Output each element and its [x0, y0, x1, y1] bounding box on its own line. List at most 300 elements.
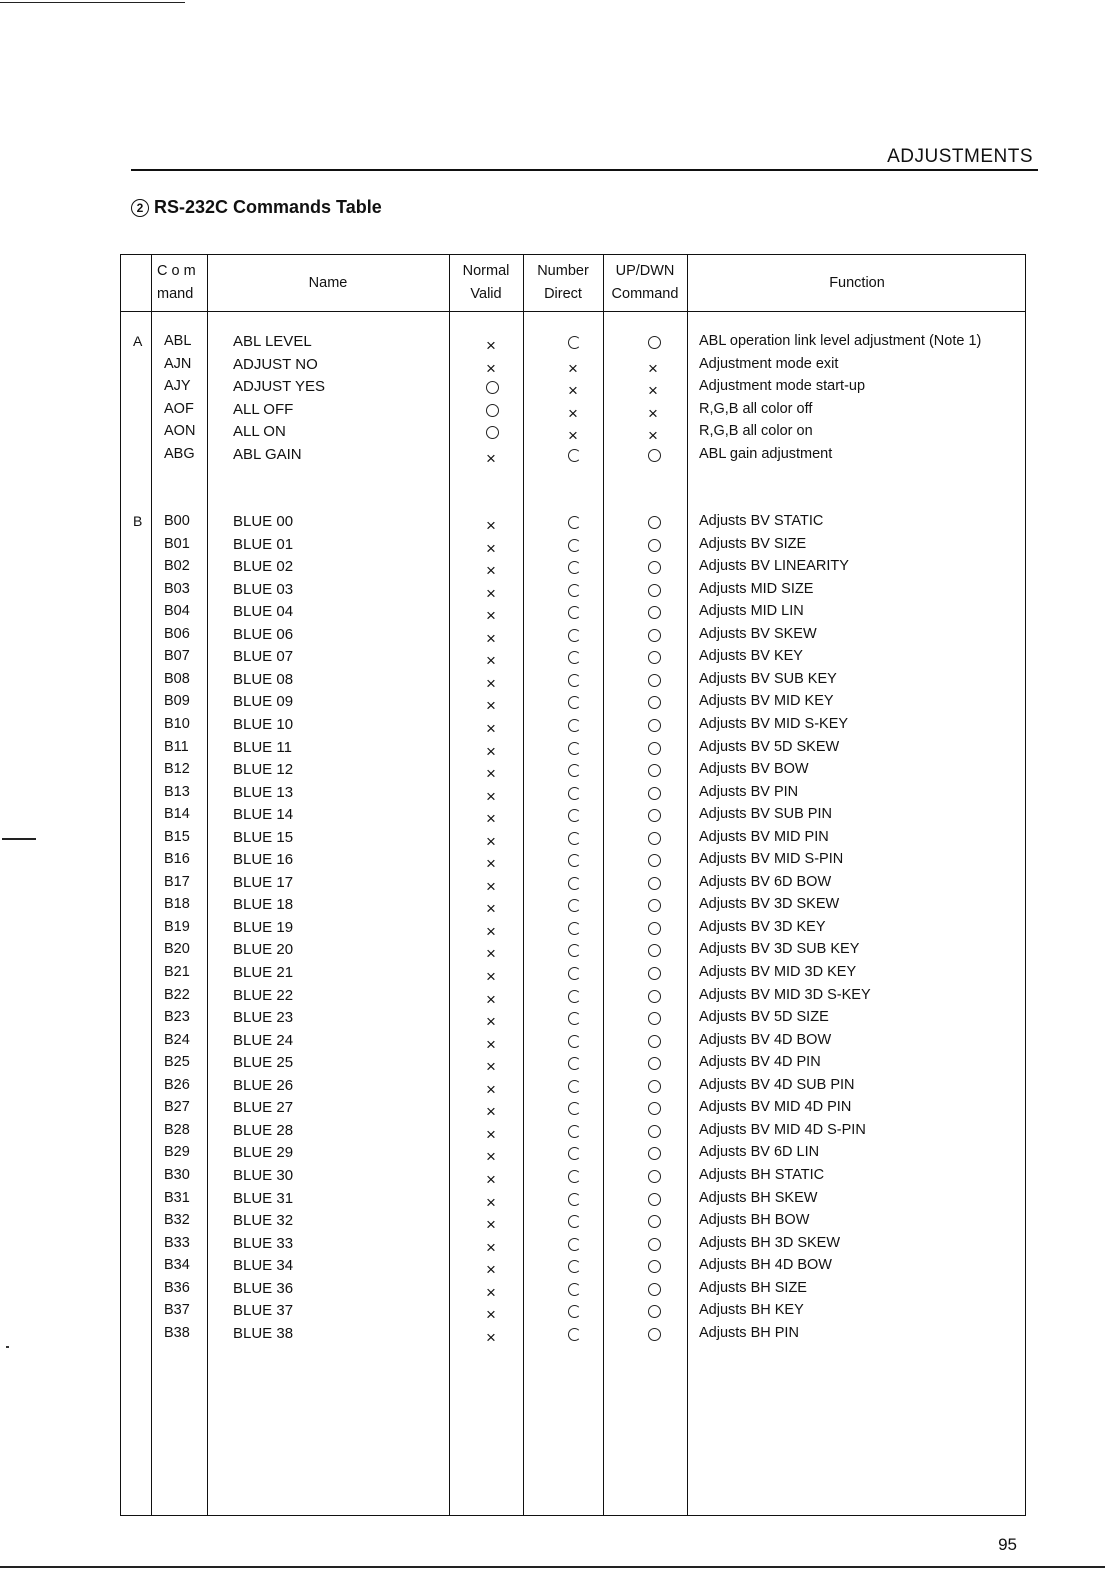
table-row: [121, 1232, 1027, 1255]
circle-mark-icon: [568, 449, 581, 462]
function-description: Adjusts MID LIN: [699, 603, 804, 620]
function-description: Adjustment mode start-up: [699, 378, 866, 395]
circle-mark-icon: [648, 539, 661, 552]
command-name: BLUE 10: [233, 715, 294, 733]
table-row: [121, 1209, 1027, 1235]
command-name: ALL OFF: [233, 400, 294, 418]
command-code: B00: [164, 513, 190, 529]
circle-mark-icon: [568, 1035, 581, 1048]
table-row: [121, 871, 1027, 894]
command-code: B04: [164, 603, 190, 620]
table-row: [121, 555, 1027, 581]
command-code: B09: [164, 693, 190, 710]
cross-mark-icon: ×: [648, 381, 658, 401]
circle-mark-icon: [568, 764, 581, 777]
function-description: Adjusts BV 6D BOW: [699, 873, 832, 890]
command-name: BLUE 15: [233, 828, 294, 846]
table-row: [121, 600, 1027, 626]
function-description: Adjusts BV MID 3D S-KEY: [699, 986, 871, 1003]
function-description: Adjusts MID SIZE: [699, 580, 814, 597]
circle-mark-icon: [648, 1215, 661, 1228]
command-name: BLUE 13: [233, 783, 294, 801]
command-name: BLUE 25: [233, 1054, 294, 1072]
command-code: AON: [164, 423, 196, 440]
header-name: [207, 255, 449, 311]
circle-mark-icon: [568, 606, 581, 619]
command-name: BLUE 04: [233, 603, 294, 621]
command-code: B22: [164, 986, 190, 1003]
table-row: [121, 533, 1027, 556]
circle-mark-icon: [568, 742, 581, 755]
table-row: [121, 1029, 1027, 1052]
table-row: [121, 623, 1027, 646]
command-code: B11: [164, 738, 189, 755]
circle-mark-icon: [648, 1080, 661, 1093]
function-description: Adjusts BV SKEW: [699, 625, 817, 642]
command-name: BLUE 33: [233, 1234, 294, 1252]
circle-mark-icon: [568, 629, 581, 642]
header-name-text: Name: [308, 274, 348, 291]
function-description: Adjusts BV BOW: [699, 761, 809, 778]
command-name: BLUE 23: [233, 1009, 294, 1027]
command-code: B30: [164, 1166, 190, 1183]
bottom-rule: [0, 1566, 1105, 1568]
circle-mark-icon: [648, 1057, 661, 1070]
header-command-line1: C o m: [157, 263, 196, 279]
circle-mark-icon: [648, 1238, 661, 1251]
circle-mark-icon: [568, 854, 581, 867]
command-name: BLUE 17: [233, 873, 294, 891]
command-name: BLUE 03: [233, 580, 294, 598]
function-description: Adjusts BV LINEARITY: [699, 558, 849, 575]
margin-tick-mark: [2, 838, 36, 840]
circle-mark-icon: [568, 1125, 581, 1138]
circle-mark-icon: [568, 1328, 581, 1341]
function-description: Adjusts BV 3D KEY: [699, 918, 826, 935]
circle-mark-icon: [568, 584, 581, 597]
command-code: B02: [164, 558, 190, 575]
table-row: [121, 1254, 1027, 1280]
cross-mark-icon: ×: [486, 809, 496, 829]
command-name: BLUE 31: [233, 1189, 294, 1207]
circle-mark-icon: [648, 629, 661, 642]
circle-mark-icon: [568, 1080, 581, 1093]
command-name: BLUE 06: [233, 625, 294, 643]
table-row: [121, 330, 1027, 353]
function-description: Adjusts BV MID 4D S-PIN: [699, 1121, 866, 1138]
page-number: 95: [998, 1535, 1017, 1554]
circle-mark-icon: [568, 1193, 581, 1206]
circle-mark-icon: [568, 990, 581, 1003]
table-row: [121, 1187, 1027, 1210]
command-name: ABL LEVEL: [233, 333, 312, 350]
function-description: ABL operation link level adjustment (Note 1): [699, 333, 982, 349]
circle-mark-icon: [648, 1260, 661, 1273]
margin-dot: [6, 1346, 9, 1348]
circle-mark-icon: [648, 336, 661, 349]
cross-mark-icon: ×: [486, 1282, 496, 1302]
circle-mark-icon: [568, 1170, 581, 1183]
function-description: Adjusts BV 4D BOW: [699, 1031, 832, 1048]
cross-mark-icon: ×: [568, 358, 578, 378]
cross-mark-icon: ×: [486, 561, 496, 581]
command-name: BLUE 19: [233, 918, 294, 936]
function-description: Adjusts BH 3D SKEW: [699, 1234, 841, 1251]
table-row: [121, 1277, 1027, 1300]
circle-mark-icon: [568, 336, 581, 349]
circle-mark-icon: [568, 809, 581, 822]
command-code: AJN: [164, 355, 192, 372]
circle-mark-icon: [648, 606, 661, 619]
command-code: B33: [164, 1234, 190, 1251]
cross-mark-icon: ×: [486, 1237, 496, 1257]
function-description: Adjusts BV SUB PIN: [699, 806, 832, 823]
cross-mark-icon: ×: [486, 854, 496, 874]
command-code: B38: [164, 1324, 190, 1341]
table-row: [121, 443, 1027, 466]
header-normal-line1: Normal: [462, 263, 510, 279]
header-normal-valid: [449, 255, 523, 311]
circle-mark-icon: [568, 944, 581, 957]
header-rule: [131, 169, 1038, 171]
circle-mark-icon: [568, 719, 581, 732]
circle-mark-icon: [648, 922, 661, 935]
command-code: AJY: [164, 378, 191, 395]
table-row: [121, 1096, 1027, 1122]
cross-mark-icon: ×: [486, 583, 496, 603]
circle-mark-icon: [648, 877, 661, 890]
table-row: [121, 803, 1027, 829]
command-name: BLUE 24: [233, 1031, 294, 1049]
circle-mark-icon: [648, 1170, 661, 1183]
circle-mark-icon: [648, 449, 661, 462]
table-row: [121, 668, 1027, 691]
cross-mark-icon: ×: [648, 426, 658, 446]
circle-mark-icon: [568, 922, 581, 935]
command-code: B08: [164, 670, 190, 687]
cross-mark-icon: ×: [486, 764, 496, 784]
table-row: [121, 938, 1027, 964]
circle-mark-icon: [648, 787, 661, 800]
cross-mark-icon: ×: [486, 944, 496, 964]
table-row: [121, 1141, 1027, 1167]
circle-mark-icon: [486, 381, 499, 394]
command-code: B20: [164, 941, 190, 958]
header-normal-line2: Valid: [470, 286, 502, 302]
command-name: ABL GAIN: [233, 445, 302, 463]
circle-mark-icon: [568, 967, 581, 980]
function-description: Adjusts BV SIZE: [699, 535, 807, 552]
cross-mark-icon: ×: [568, 426, 578, 446]
table-row: [121, 353, 1027, 376]
command-name: BLUE 09: [233, 693, 294, 711]
cross-mark-icon: ×: [648, 358, 658, 378]
cross-mark-icon: ×: [486, 628, 496, 648]
circle-mark-icon: [648, 832, 661, 845]
header-number-line2: Direct: [544, 286, 582, 302]
command-code: B03: [164, 580, 190, 597]
command-code: B31: [164, 1189, 190, 1206]
circle-mark-icon: [648, 1147, 661, 1160]
function-description: Adjusts BV 3D SKEW: [699, 896, 840, 913]
top-edge-rule: [0, 2, 185, 3]
command-code: B36: [164, 1279, 190, 1296]
command-code: B19: [164, 918, 190, 935]
circle-mark-icon: [648, 1102, 661, 1115]
cross-mark-icon: ×: [486, 1147, 496, 1167]
command-name: BLUE 00: [233, 513, 294, 530]
table-row: [121, 1006, 1027, 1032]
circle-mark-icon: [486, 404, 499, 417]
command-code: AOF: [164, 400, 194, 417]
circle-mark-icon: [568, 1147, 581, 1160]
command-name: BLUE 29: [233, 1144, 294, 1162]
section-title-text: RS-232C Commands Table: [154, 197, 382, 217]
command-name: BLUE 32: [233, 1212, 294, 1230]
cross-mark-icon: ×: [486, 921, 496, 941]
command-code: ABG: [164, 445, 195, 462]
header-function-text: Function: [829, 274, 885, 291]
command-code: B28: [164, 1121, 190, 1138]
section-number-badge: 2: [131, 199, 149, 217]
function-description: Adjusts BH STATIC: [699, 1166, 825, 1183]
table-row: [121, 736, 1027, 759]
circle-mark-icon: [568, 561, 581, 574]
function-description: Adjusts BV MID 3D KEY: [699, 964, 857, 980]
header-command: [153, 255, 211, 311]
command-name: BLUE 26: [233, 1076, 294, 1094]
command-name: BLUE 34: [233, 1257, 294, 1275]
table-row: [121, 893, 1027, 919]
circle-mark-icon: [648, 854, 661, 867]
cross-mark-icon: ×: [486, 1192, 496, 1212]
command-name: BLUE 16: [233, 851, 294, 869]
table-row: [121, 961, 1027, 984]
circle-mark-icon: [648, 809, 661, 822]
cross-mark-icon: ×: [568, 403, 578, 423]
command-code: B10: [164, 715, 190, 732]
circle-mark-icon: [648, 1035, 661, 1048]
cross-mark-icon: ×: [486, 741, 496, 761]
cross-mark-icon: ×: [486, 606, 496, 626]
cross-mark-icon: ×: [486, 651, 496, 671]
command-name: BLUE 07: [233, 648, 294, 666]
header-updwn-command: [603, 255, 687, 311]
function-description: Adjusts BV 5D SIZE: [699, 1009, 829, 1026]
cross-mark-icon: ×: [486, 1327, 496, 1347]
command-code: B26: [164, 1076, 190, 1093]
function-description: Adjusts BV 6D LIN: [699, 1144, 820, 1161]
group-letter: A: [133, 333, 143, 349]
circle-mark-icon: [648, 1328, 661, 1341]
circle-mark-icon: [648, 742, 661, 755]
cross-mark-icon: ×: [486, 786, 496, 806]
command-code: B13: [164, 783, 190, 800]
cross-mark-icon: ×: [486, 358, 496, 378]
function-description: Adjusts BV MID PIN: [699, 828, 829, 845]
command-code: B25: [164, 1054, 190, 1071]
cross-mark-icon: ×: [486, 516, 496, 535]
table-row: [121, 1119, 1027, 1142]
cross-mark-icon: ×: [486, 1034, 496, 1054]
function-description: Adjusts BV STATIC: [699, 513, 824, 529]
cross-mark-icon: ×: [486, 1260, 496, 1280]
circle-mark-icon: [648, 516, 661, 529]
circle-mark-icon: [568, 696, 581, 709]
table-row: [121, 645, 1027, 671]
command-code: B21: [164, 964, 190, 980]
function-description: ABL gain adjustment: [699, 445, 833, 462]
function-description: Adjusts BH PIN: [699, 1324, 799, 1341]
circle-mark-icon: [568, 1305, 581, 1318]
command-name: BLUE 36: [233, 1279, 294, 1297]
command-code: B32: [164, 1212, 190, 1229]
cross-mark-icon: ×: [486, 1215, 496, 1235]
circle-mark-icon: [568, 832, 581, 845]
cross-mark-icon: ×: [486, 448, 496, 468]
function-description: Adjusts BV 3D SUB KEY: [699, 941, 860, 958]
cross-mark-icon: ×: [486, 1012, 496, 1032]
cross-mark-icon: ×: [568, 381, 578, 401]
header-number-direct: [523, 255, 603, 311]
function-description: Adjusts BV 4D SUB PIN: [699, 1076, 855, 1093]
command-name: BLUE 28: [233, 1121, 294, 1139]
command-code: B23: [164, 1009, 190, 1026]
command-code: B14: [164, 806, 190, 823]
circle-mark-icon: [648, 1125, 661, 1138]
command-name: ADJUST NO: [233, 355, 318, 373]
function-description: Adjusts BV MID S-KEY: [699, 715, 849, 732]
command-name: BLUE 18: [233, 896, 294, 914]
function-description: Adjusts BV MID KEY: [699, 693, 834, 710]
circle-mark-icon: [648, 1012, 661, 1025]
function-description: Adjusts BV MID 4D PIN: [699, 1099, 852, 1116]
function-description: Adjusts BV 5D SKEW: [699, 738, 840, 755]
circle-mark-icon: [568, 539, 581, 552]
circle-mark-icon: [648, 944, 661, 957]
command-code: B06: [164, 625, 190, 642]
cross-mark-icon: ×: [486, 336, 496, 355]
command-name: BLUE 08: [233, 670, 294, 688]
circle-mark-icon: [568, 674, 581, 687]
command-code: B37: [164, 1302, 190, 1319]
circle-mark-icon: [648, 1283, 661, 1296]
circle-mark-icon: [648, 1193, 661, 1206]
command-name: BLUE 14: [233, 806, 294, 824]
circle-mark-icon: [568, 1238, 581, 1251]
table-row: [121, 690, 1027, 716]
circle-mark-icon: [568, 787, 581, 800]
function-description: R,G,B all color off: [699, 400, 813, 417]
command-code: ABL: [164, 333, 192, 349]
command-code: B17: [164, 873, 190, 890]
cross-mark-icon: ×: [486, 718, 496, 738]
function-description: R,G,B all color on: [699, 423, 813, 440]
command-code: B01: [164, 535, 190, 552]
header-separator: [121, 311, 1025, 312]
table-row: [121, 916, 1027, 939]
function-description: Adjusts BH KEY: [699, 1302, 804, 1319]
header-number-line1: Number: [537, 263, 589, 279]
circle-mark-icon: [568, 1102, 581, 1115]
cross-mark-icon: ×: [648, 403, 658, 423]
function-description: Adjustment mode exit: [699, 355, 839, 372]
command-name: BLUE 27: [233, 1099, 294, 1117]
circle-mark-icon: [648, 719, 661, 732]
function-description: Adjusts BH 4D BOW: [699, 1257, 832, 1274]
function-description: Adjusts BH SKEW: [699, 1189, 818, 1206]
circle-mark-icon: [648, 651, 661, 664]
table-row: [121, 420, 1027, 446]
command-code: B27: [164, 1099, 190, 1116]
circle-mark-icon: [568, 1283, 581, 1296]
circle-mark-icon: [648, 1305, 661, 1318]
command-code: B34: [164, 1257, 190, 1274]
cross-mark-icon: ×: [486, 967, 496, 986]
cross-mark-icon: ×: [486, 1169, 496, 1189]
cross-mark-icon: ×: [486, 1079, 496, 1099]
header-command-line2: mand: [157, 286, 194, 302]
command-name: BLUE 12: [233, 761, 294, 779]
circle-mark-icon: [568, 877, 581, 890]
circle-mark-icon: [568, 1012, 581, 1025]
command-name: BLUE 38: [233, 1324, 294, 1342]
circle-mark-icon: [648, 990, 661, 1003]
table-row: [121, 826, 1027, 849]
table-row: [121, 510, 1027, 533]
table-row: [121, 1299, 1027, 1325]
circle-mark-icon: [568, 516, 581, 529]
table-row: [121, 848, 1027, 874]
function-description: Adjusts BV PIN: [699, 783, 799, 800]
group-letter: B: [133, 513, 143, 529]
command-code: B15: [164, 828, 190, 845]
circle-mark-icon: [568, 899, 581, 912]
function-description: Adjusts BV SUB KEY: [699, 670, 837, 687]
cross-mark-icon: ×: [486, 538, 496, 558]
cross-mark-icon: ×: [486, 1124, 496, 1144]
circle-mark-icon: [568, 1260, 581, 1273]
table-row: [121, 1074, 1027, 1097]
cross-mark-icon: ×: [486, 1102, 496, 1122]
command-name: BLUE 20: [233, 941, 294, 959]
table-row: [121, 713, 1027, 736]
cross-mark-icon: ×: [486, 673, 496, 693]
command-code: B18: [164, 896, 190, 913]
table-row: [121, 1164, 1027, 1187]
table-row: [121, 781, 1027, 804]
table-row: [121, 398, 1027, 421]
command-code: B07: [164, 648, 190, 665]
circle-mark-icon: [648, 899, 661, 912]
command-code: B24: [164, 1031, 190, 1048]
command-name: BLUE 37: [233, 1302, 294, 1320]
table-row: [121, 578, 1027, 601]
commands-table: [120, 254, 1026, 1516]
command-name: BLUE 11: [233, 738, 292, 756]
command-code: B12: [164, 761, 190, 778]
circle-mark-icon: [648, 696, 661, 709]
circle-mark-icon: [648, 584, 661, 597]
circle-mark-icon: [648, 561, 661, 574]
cross-mark-icon: ×: [486, 696, 496, 716]
table-row: [121, 1322, 1027, 1345]
cross-mark-icon: ×: [486, 1057, 496, 1077]
circle-mark-icon: [568, 1215, 581, 1228]
section-title: [131, 197, 382, 218]
cross-mark-icon: ×: [486, 1305, 496, 1325]
circle-mark-icon: [568, 651, 581, 664]
